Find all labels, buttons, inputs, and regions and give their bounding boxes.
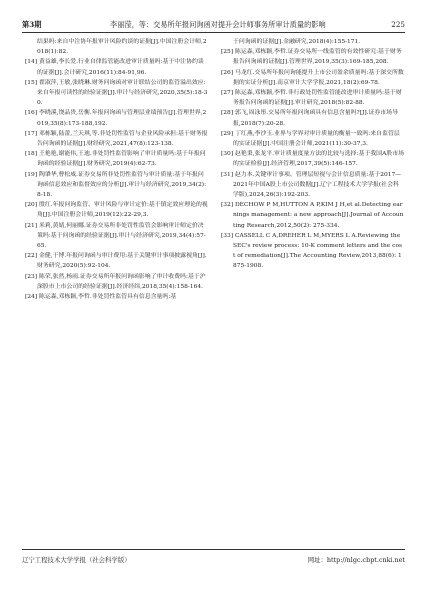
reference-entry: [18] 王艳艳,谢能伟,王迪.非处罚性监管影响了审计质量吗:基于年报问询函的经验证据[J].财务研究,2019(4):62-73.: [25, 151, 206, 168]
issue-number: 第3期: [22, 20, 42, 29]
reference-entry: [25] 陈运森,邓栋颖,李哲.证券交易所一线监管的有效性研究:基于财务报告问询函的证据[J].管理世界,2019,35(3):169-185,208.: [221, 49, 402, 66]
references-left-column: [25, 37, 208, 302]
reference-entry: [23] 陈荣,张然,杨雨.证券交易所年报问询函影响了审计收费吗:基于沪深股市上市公司的经验证据[J].经济经纬,2018,35(4):158-164.: [25, 273, 206, 290]
reference-entry: [26] 马龙红.交易所年报问询能提升上市公司盈余质量吗:基于深交所数据的实证分析[J].南京审计大学学报,2021,18(2):69-78.: [221, 69, 404, 86]
page-number: 225: [391, 20, 405, 29]
references-right-column: [221, 37, 404, 272]
reference-entry: [30] 赵艳秉,张龙平.审计质量度量方法的比较与选择:基于我国A股市场的实证检验[J].经济管理,2017,39(5):146-157.: [221, 151, 404, 168]
running-title: 李丽滢，等：交易所年报问询函对提升会计师事务所审计质量的影响: [110, 20, 326, 29]
reference-entry: [16] 李晓溪,饶品贵,岳衡.年报问询函与管理层业绩预告[J].管理世界,2019,35(8):173-188,192.: [25, 110, 207, 127]
reference-entry: [27] 陈运森,邓栋颖,李哲.非行政处罚性监管能改进审计质量吗:基于财务报告问询函的证据[J].审计研究,2018(5):82-88.: [221, 90, 402, 107]
reference-entry: [21] 米莉,黄婧,何丽娜.证券交易所非处罚性监管会影响审计师定价决策吗:基于问询函的经验证据[J].审计与经济研究,2019,34(4):57-65.: [25, 222, 206, 250]
reference-continuation: 结果吗:来自中注协年报审计风险约谈的证据[J].中国注册会计师,2018(1):82.: [37, 39, 207, 56]
reference-entry: [28] 郭飞,周泳彤.交易所年报问询函具有信息含量吗?[J].证券市场导报,2018(7):20-28.: [221, 110, 398, 127]
footer-rule: [22, 549, 405, 550]
page-footer: [22, 554, 405, 566]
reference-entry: [31] 赵力本.关键审计事项、管理层短视与会计信息质量:基于2017—2021年中国A股上市公司数据[J].辽宁工程技术大学学报(社会科学版),2024,26(3):192-203.: [221, 171, 402, 199]
reference-entry: [32] DECHOW P M,HUTTON A P,KIM J H,et al.Detecting earnings management: a new approach[J].Journal of Accounting Research,2012,50(2): 275-334.: [221, 202, 404, 229]
reference-entry: [14] 黄益雄,李长爱.行业自律监管能改进审计质量吗:基于中注协约谈的证据[J].会计研究,2016(11):84-91,96.: [25, 59, 204, 76]
header-rule: [22, 32, 405, 33]
reference-entry: [33] CASSELL C A,DREHER L M,MYERS L A.Reviewing the SEC's review process: 10-K comment letters and the cost of remediation[J].The Accounting Review,2013,88(6): 1875-1908.: [221, 232, 403, 270]
reference-entry: [20] 殷红.年报问询监管、审计风险与审计定价:基于镇定效应理论的视角[J].中国注册会计师,2019(12):22-29,3.: [25, 202, 208, 219]
reference-entry: [19] 陶肇华,曹松威.证券交易所非处罚性监管与审计质量:基于年报问询函信息效应和监督效应的分析[J].审计与经济研究,2019,34(2):8-18.: [25, 171, 207, 199]
journal-website: 网址：http://nlgc.cbpt.cnki.net: [307, 556, 405, 564]
reference-entry: [17] 邓栋颖,陆蕾,兰天琪,等.非处罚性监管与企业风险承担:基于财务报告问询函的证据[J].财经研究,2021,47(8):123-138.: [25, 130, 208, 148]
journal-name: 辽宁工程技术大学学报（社会科学版）: [22, 556, 131, 564]
reference-continuation: 于问询函的证据[J].金融研究,2018(4):155-171.: [233, 39, 361, 45]
reference-entry: [29] 丁红燕,李沙玉.业界与学界对审计质量的衡量一致吗:来自监管层的实证证据[J].中国注册会计师,2021(11):30-37,3.: [221, 130, 400, 148]
page-header: [22, 18, 405, 32]
reference-entry: [24] 陈运森,邓栋颖,李哲.非处罚性监管具有信息含量吗:基: [25, 294, 177, 301]
reference-entry: [15] 翟淑萍,王敏,张晓琳.财务问询函对审计联结公司的监管溢出效应:来自年报可读性的经验证据[J].审计与经济研究,2020,35(5):18-30.: [25, 79, 208, 107]
reference-entry: [22] 金健,于博.年报问询函与审计费用:基于关键审计事项披露视角[J].财务研究,2020(5):92-104.: [25, 253, 207, 270]
